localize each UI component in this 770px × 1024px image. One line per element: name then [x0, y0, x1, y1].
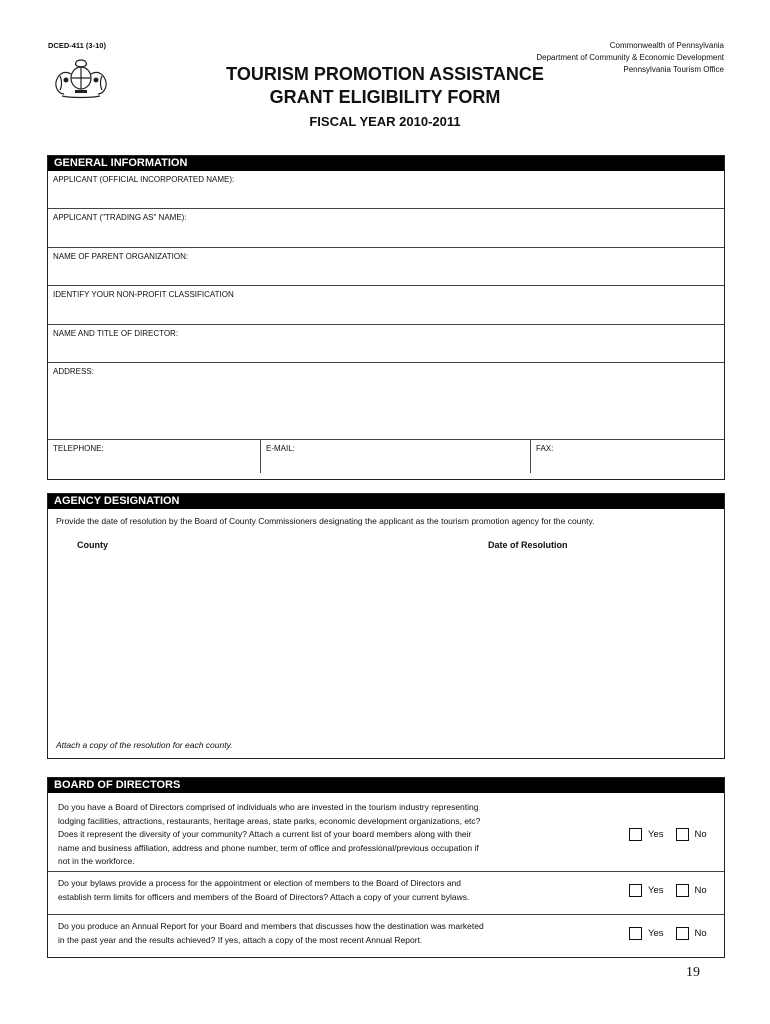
question-text — [58, 877, 568, 904]
resolution-attachment-note: Attach a copy of the resolution for each county. — [56, 740, 233, 750]
fax-label: FAX: — [536, 444, 554, 453]
date-of-resolution-column-header: Date of Resolution — [488, 540, 568, 550]
board-question-composition — [48, 793, 724, 872]
question-line: Do your bylaws provide a process for the appointment or election of members to the Board of Directors and — [58, 878, 462, 888]
general-information-heading: GENERAL INFORMATION — [48, 156, 724, 171]
no-checkbox[interactable] — [676, 828, 689, 841]
agency-designation-heading: AGENCY DESIGNATION — [48, 494, 724, 509]
yes-checkbox[interactable] — [629, 927, 642, 940]
question-line: Do you produce an Annual Report for your Board and members that discusses how the destination was marketed — [58, 921, 484, 931]
yes-checkbox[interactable] — [629, 828, 642, 841]
agency-line-commonwealth: Commonwealth of Pennsylvania — [609, 41, 724, 50]
form-id: DCED-411 (3-10) — [48, 41, 106, 50]
director-name-title-label: NAME AND TITLE OF DIRECTOR: — [53, 329, 179, 338]
fax-field[interactable] — [531, 440, 724, 473]
board-question-bylaws — [48, 872, 724, 915]
telephone-label: TELEPHONE: — [53, 444, 104, 453]
page-number: 19 — [686, 965, 700, 980]
email-label: E-MAIL: — [266, 444, 295, 453]
address-label: ADDRESS: — [53, 367, 94, 376]
yes-no-choice — [629, 927, 707, 940]
no-label: No — [694, 885, 707, 896]
yes-label: Yes — [648, 885, 664, 896]
no-checkbox[interactable] — [676, 884, 689, 897]
no-label: No — [694, 829, 707, 840]
agency-designation-section — [47, 493, 725, 759]
email-field[interactable] — [261, 440, 531, 473]
county-resolution-entry-area[interactable] — [56, 556, 716, 731]
yes-label: Yes — [648, 928, 664, 939]
agency-line-office: Pennsylvania Tourism Office — [623, 65, 724, 74]
county-column-header: County — [77, 540, 108, 550]
state-seal-icon — [50, 56, 112, 100]
parent-organization-field[interactable] — [48, 248, 724, 286]
agency-designation-description: Provide the date of resolution by the Board of County Commissioners designating the applicant as the tourism promotion agency for the county. — [56, 516, 595, 526]
board-question-annual-report — [48, 915, 724, 957]
applicant-trading-name-field[interactable] — [48, 209, 724, 248]
question-line: establish term limits for officers and members of the Board of Directors? Attach a copy of your current bylaws. — [58, 891, 470, 902]
non-profit-classification-label: IDENTIFY YOUR NON-PROFIT CLASSIFICATION — [53, 290, 234, 299]
contact-row — [48, 440, 724, 473]
board-of-directors-heading: BOARD OF DIRECTORS — [48, 778, 724, 793]
question-text — [58, 920, 568, 947]
yes-no-choice — [629, 828, 707, 841]
question-text — [58, 801, 568, 869]
board-of-directors-section — [47, 777, 725, 958]
question-line: lodging facilities, attractions, restaurants, heritage areas, state parks, economic development organizations, etc? — [58, 815, 481, 826]
no-label: No — [694, 928, 707, 939]
address-field[interactable] — [48, 363, 724, 440]
form-title-line2: GRANT ELIGIBILITY FORM — [269, 87, 501, 107]
applicant-official-name-field[interactable] — [48, 171, 724, 209]
applicant-official-name-label: APPLICANT (OFFICIAL INCORPORATED NAME): — [53, 175, 235, 184]
fiscal-year: FISCAL YEAR 2010-2011 — [309, 114, 461, 129]
question-line: in the past year and the results achieved? If yes, attach a copy of the most recent Annual Report. — [58, 934, 423, 945]
telephone-field[interactable] — [48, 440, 261, 473]
question-line: Do you have a Board of Directors comprised of individuals who are invested in the tourism industry representing — [58, 802, 479, 812]
general-information-section — [47, 155, 725, 480]
question-line: name and business affiliation, address and phone number, term of office and professional/previous occupation if — [58, 842, 479, 853]
director-name-title-field[interactable] — [48, 325, 724, 363]
parent-organization-label: NAME OF PARENT ORGANIZATION: — [53, 252, 189, 261]
form-title-line1: TOURISM PROMOTION ASSISTANCE — [226, 64, 544, 84]
applicant-trading-name-label: APPLICANT ("TRADING AS" NAME): — [53, 213, 187, 222]
no-checkbox[interactable] — [676, 927, 689, 940]
yes-checkbox[interactable] — [629, 884, 642, 897]
question-line: Does it represent the diversity of your community? Attach a current list of your board members along with their — [58, 829, 472, 839]
yes-no-choice — [629, 884, 707, 897]
non-profit-classification-field[interactable] — [48, 286, 724, 325]
agency-line-department: Department of Community & Economic Development — [536, 53, 724, 62]
yes-label: Yes — [648, 829, 664, 840]
question-line: not in the workforce. — [58, 856, 135, 866]
